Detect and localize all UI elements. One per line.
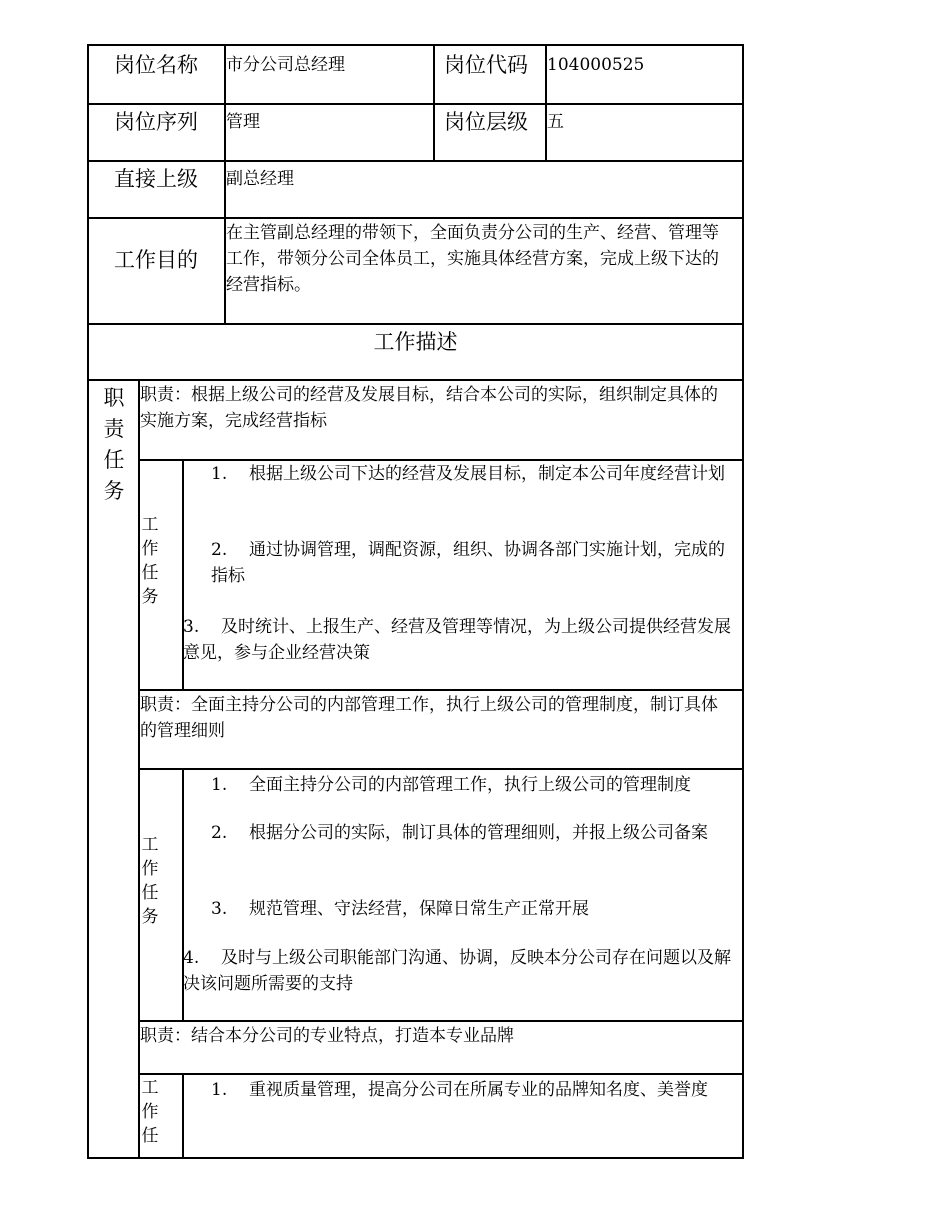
task-label-2: 工作任务 <box>141 835 159 927</box>
row-divider <box>87 323 744 325</box>
task-1-1: 1. 根据上级公司下达的经营及发展目标，制定本公司年度经营计划 <box>211 464 725 484</box>
post-code-label: 岗位代码 <box>444 53 528 77</box>
row-divider <box>87 160 744 162</box>
purpose-value: 在主管副总经理的带领下，全面负责分公司的生产、经营、管理等工作，带领分公司全体员工，实施具体经营方案，完成上级下达的经营指标。 <box>226 223 719 295</box>
task-2-1: 1. 全面主持分公司的内部管理工作，执行上级公司的管理制度 <box>211 775 691 795</box>
row-divider <box>87 217 744 219</box>
row-divider <box>138 1020 744 1022</box>
task-label-3: 工作任 <box>141 1078 159 1146</box>
duty-3-text: 职责：结合本分公司的专业特点，打造本专业品牌 <box>140 1026 514 1046</box>
row-divider <box>138 689 744 691</box>
post-level-label: 岗位层级 <box>444 110 528 134</box>
table-border-top <box>87 44 744 46</box>
post-name-value: 市分公司总经理 <box>226 55 345 75</box>
task-2-2: 2. 根据分公司的实际，制订具体的管理细则，并报上级公司备案 <box>211 823 708 843</box>
table-border-bottom <box>87 1157 744 1159</box>
post-name-label: 岗位名称 <box>114 53 198 77</box>
col-divider <box>433 44 435 161</box>
task-1-3: 3. 及时统计、上报生产、经营及管理等情况，为上级公司提供经营发展意见，参与企业经营决策 <box>183 617 731 663</box>
duty-2-text: 职责：全面主持分公司的内部管理工作，执行上级公司的管理制度，制订具体的管理细则 <box>140 695 718 741</box>
post-series-label: 岗位序列 <box>114 110 198 134</box>
task-2-3: 3. 规范管理、守法经营，保障日常生产正常开展 <box>211 899 589 919</box>
post-code-value: 104000525 <box>547 55 645 75</box>
table-border-left <box>87 44 89 1159</box>
row-divider <box>87 103 744 105</box>
superior-value: 副总经理 <box>226 169 294 189</box>
purpose-label: 工作目的 <box>114 248 198 272</box>
task-1-2: 2. 通过协调管理，调配资源，组织、协调各部门实施计划，完成的指标 <box>211 540 725 586</box>
row-divider <box>138 1073 744 1075</box>
superior-label: 直接上级 <box>114 167 198 191</box>
table-border-right <box>742 44 744 1159</box>
task-2-4: 4. 及时与上级公司职能部门沟通、协调，反映本分公司存在问题以及解决该问题所需要的支持 <box>183 948 731 994</box>
task-label-1: 工作任务 <box>141 515 159 607</box>
post-level-value: 五 <box>547 112 564 132</box>
duty-1-text: 职责：根据上级公司的经营及发展目标，结合本公司的实际，组织制定具体的实施方案，完成经营指标 <box>140 385 718 431</box>
row-divider <box>87 379 744 381</box>
col-divider <box>182 1073 184 1158</box>
post-series-value: 管理 <box>226 112 260 132</box>
duty-section-label: 职责任务 <box>103 386 125 503</box>
row-divider <box>138 768 744 770</box>
task-3-1: 1. 重视质量管理，提高分公司在所属专业的品牌知名度、美誉度 <box>211 1080 708 1100</box>
description-title: 工作描述 <box>373 330 458 354</box>
